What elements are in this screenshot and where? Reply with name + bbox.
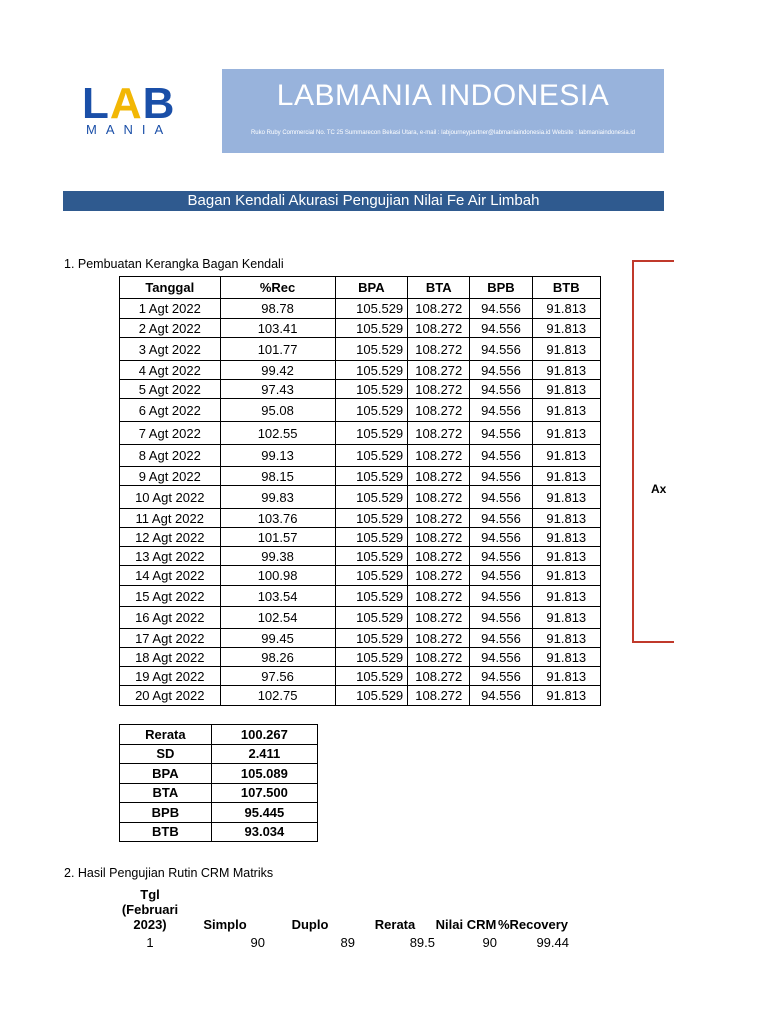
table-cell: 98.26: [220, 648, 335, 667]
table-cell: 99.44: [536, 934, 569, 950]
table-cell: 108.272: [408, 486, 470, 509]
table-cell: 94.556: [470, 566, 532, 586]
table-row: [120, 361, 601, 380]
table-row: [120, 467, 601, 486]
table-cell: 91.813: [532, 566, 600, 586]
table-cell: 105.529: [335, 380, 408, 399]
table-cell: 97.43: [220, 380, 335, 399]
table-cell: 99.13: [220, 445, 335, 467]
column-header: %Recovery: [497, 917, 569, 932]
table-row: [120, 648, 601, 667]
section-2-title: 2. Hasil Pengujian Rutin CRM Matriks: [64, 866, 274, 880]
stat-label: BPB: [120, 803, 212, 823]
table-cell: 91.813: [532, 607, 600, 629]
column-header: Tanggal: [120, 277, 221, 299]
table-header-row: [120, 277, 601, 299]
table-cell: 94.556: [470, 648, 532, 667]
table-cell: 15 Agt 2022: [120, 586, 221, 607]
table-cell: 105.529: [335, 667, 408, 686]
table-cell: 105.529: [335, 319, 408, 338]
table-cell: 108.272: [408, 607, 470, 629]
column-header: BPB: [470, 277, 532, 299]
table-cell: 91.813: [532, 338, 600, 361]
table-cell: 94.556: [470, 607, 532, 629]
table-cell: 94.556: [470, 528, 532, 547]
table-cell: 108.272: [408, 445, 470, 467]
table-cell: 91.813: [532, 299, 600, 319]
table-cell: 102.55: [220, 422, 335, 445]
table-cell: 108.272: [408, 686, 470, 706]
table-row: [115, 932, 569, 952]
table-row: [120, 486, 601, 509]
table-cell: 91.813: [532, 686, 600, 706]
stat-value: 93.034: [211, 822, 317, 842]
table-cell: 105.529: [335, 422, 408, 445]
column-header: %Rec: [220, 277, 335, 299]
table-cell: 7 Agt 2022: [120, 422, 221, 445]
table-cell: 94.556: [470, 486, 532, 509]
table-cell: 94.556: [470, 445, 532, 467]
statistics-table: [119, 724, 318, 842]
table-cell: 91.813: [532, 586, 600, 607]
table-cell: 1: [146, 934, 154, 950]
section-1-title: 1. Pembuatan Kerangka Bagan Kendali: [64, 257, 284, 271]
labmania-logo: [82, 80, 182, 140]
table-cell: 105.529: [335, 566, 408, 586]
table-cell: 13 Agt 2022: [120, 547, 221, 566]
logo-lab-text: LAB: [82, 79, 176, 128]
stat-label: SD: [120, 744, 212, 764]
stat-label: BTB: [120, 822, 212, 842]
table-cell: 105.529: [335, 361, 408, 380]
table-cell: 103.41: [220, 319, 335, 338]
table-cell: 94.556: [470, 667, 532, 686]
column-header: Nilai CRM: [435, 917, 497, 932]
table-cell: 103.76: [220, 509, 335, 528]
table-cell: 105.529: [335, 528, 408, 547]
table-cell: 105.529: [335, 607, 408, 629]
stats-row: [120, 822, 318, 842]
table-cell: 108.272: [408, 467, 470, 486]
table-cell: 94.556: [470, 686, 532, 706]
table-cell: 102.75: [220, 686, 335, 706]
table-cell: 108.272: [408, 528, 470, 547]
table-cell: 94.556: [470, 299, 532, 319]
table-cell: 91.813: [532, 547, 600, 566]
table-row: [120, 667, 601, 686]
document-title-banner: Bagan Kendali Akurasi Pengujian Nilai Fe Air Limbah: [63, 191, 664, 211]
table-cell: 105.529: [335, 486, 408, 509]
table-header-row: [115, 887, 569, 932]
table-cell: 91.813: [532, 319, 600, 338]
table-cell: 108.272: [408, 667, 470, 686]
table-cell: 108.272: [408, 338, 470, 361]
table-row: [120, 380, 601, 399]
stat-value: 105.089: [211, 764, 317, 784]
table-cell: 12 Agt 2022: [120, 528, 221, 547]
table-cell: 108.272: [408, 422, 470, 445]
table-cell: 16 Agt 2022: [120, 607, 221, 629]
table-row: [120, 399, 601, 422]
company-header: [222, 69, 664, 153]
table-cell: 90: [250, 934, 265, 950]
table-cell: 99.83: [220, 486, 335, 509]
table-cell: 98.78: [220, 299, 335, 319]
chart-frame: [632, 260, 674, 643]
table-row: [120, 607, 601, 629]
table-row: [120, 422, 601, 445]
table-cell: 101.57: [220, 528, 335, 547]
table-cell: 105.529: [335, 586, 408, 607]
table-cell: 3 Agt 2022: [120, 338, 221, 361]
table-cell: 105.529: [335, 299, 408, 319]
table-cell: 99.45: [220, 629, 335, 648]
table-cell: 105.529: [335, 629, 408, 648]
table-cell: 108.272: [408, 509, 470, 528]
table-cell: 91.813: [532, 648, 600, 667]
table-cell: 99.42: [220, 361, 335, 380]
table-cell: 91.813: [532, 486, 600, 509]
table-cell: 19 Agt 2022: [120, 667, 221, 686]
table-row: [120, 586, 601, 607]
table-cell: 8 Agt 2022: [120, 445, 221, 467]
table-cell: 108.272: [408, 547, 470, 566]
table-cell: 91.813: [532, 380, 600, 399]
table-cell: 94.556: [470, 338, 532, 361]
table-row: [120, 686, 601, 706]
table-row: [120, 338, 601, 361]
column-header: BTB: [532, 277, 600, 299]
stat-label: Rerata: [120, 725, 212, 745]
table-cell: 94.556: [470, 399, 532, 422]
table-cell: 11 Agt 2022: [120, 509, 221, 528]
control-chart-table: [119, 276, 601, 706]
stats-row: [120, 725, 318, 745]
company-address: Ruko Ruby Commercial No. TC 25 Summarecon Bekasi Utara, e-mail : labjourneypartner@labmaniaindonesia.id Website : labmaniaindonesia.id: [250, 130, 636, 136]
stat-value: 2.411: [211, 744, 317, 764]
table-cell: 91.813: [532, 667, 600, 686]
table-cell: 91.813: [532, 361, 600, 380]
table-cell: 18 Agt 2022: [120, 648, 221, 667]
stat-label: BPA: [120, 764, 212, 784]
table-cell: 105.529: [335, 467, 408, 486]
logo-mania-text: MANIA: [86, 122, 173, 137]
table-cell: 90: [482, 934, 497, 950]
stat-value: 107.500: [211, 783, 317, 803]
column-header: Tgl (Februari 2023): [121, 887, 179, 932]
table-cell: 101.77: [220, 338, 335, 361]
table-row: [120, 445, 601, 467]
table-row: [120, 528, 601, 547]
table-row: [120, 547, 601, 566]
table-cell: 10 Agt 2022: [120, 486, 221, 509]
table-row: [120, 509, 601, 528]
table-cell: 105.529: [335, 547, 408, 566]
table-cell: 94.556: [470, 422, 532, 445]
stats-row: [120, 764, 318, 784]
table-cell: 108.272: [408, 586, 470, 607]
column-header: BPA: [335, 277, 408, 299]
table-cell: 91.813: [532, 399, 600, 422]
table-cell: 105.529: [335, 338, 408, 361]
table-cell: 105.529: [335, 686, 408, 706]
table-cell: 20 Agt 2022: [120, 686, 221, 706]
column-header: Simplo: [203, 917, 247, 932]
stats-row: [120, 803, 318, 823]
table-cell: 100.98: [220, 566, 335, 586]
company-name: LABMANIA INDONESIA: [276, 79, 610, 112]
table-cell: 108.272: [408, 319, 470, 338]
table-row: [120, 299, 601, 319]
table-cell: 108.272: [408, 380, 470, 399]
table-cell: 94.556: [470, 467, 532, 486]
table-cell: 4 Agt 2022: [120, 361, 221, 380]
table-cell: 89.5: [409, 934, 435, 950]
column-header: Rerata: [374, 917, 416, 932]
table-cell: 94.556: [470, 629, 532, 648]
stat-value: 95.445: [211, 803, 317, 823]
table-cell: 105.529: [335, 648, 408, 667]
table-cell: 14 Agt 2022: [120, 566, 221, 586]
table-cell: 1 Agt 2022: [120, 299, 221, 319]
table-cell: 94.556: [470, 361, 532, 380]
table-row: [120, 566, 601, 586]
column-header: Duplo: [291, 917, 329, 932]
table-cell: 105.529: [335, 399, 408, 422]
table-cell: 17 Agt 2022: [120, 629, 221, 648]
stats-row: [120, 744, 318, 764]
table-cell: 9 Agt 2022: [120, 467, 221, 486]
table-cell: 91.813: [532, 509, 600, 528]
table-cell: 105.529: [335, 445, 408, 467]
table-cell: 108.272: [408, 566, 470, 586]
table-cell: 89: [340, 934, 355, 950]
table-row: [120, 629, 601, 648]
column-header: BTA: [408, 277, 470, 299]
stat-label: BTA: [120, 783, 212, 803]
table-cell: 94.556: [470, 319, 532, 338]
table-row: [120, 319, 601, 338]
chart-axis-label: Ax: [651, 482, 667, 496]
table-cell: 108.272: [408, 399, 470, 422]
table-cell: 91.813: [532, 629, 600, 648]
table-cell: 94.556: [470, 509, 532, 528]
table-cell: 94.556: [470, 547, 532, 566]
table-cell: 5 Agt 2022: [120, 380, 221, 399]
crm-results-table: [115, 887, 569, 952]
table-cell: 91.813: [532, 467, 600, 486]
table-cell: 94.556: [470, 380, 532, 399]
table-cell: 98.15: [220, 467, 335, 486]
table-cell: 108.272: [408, 629, 470, 648]
table-cell: 2 Agt 2022: [120, 319, 221, 338]
table-cell: 103.54: [220, 586, 335, 607]
stat-value: 100.267: [211, 725, 317, 745]
table-cell: 94.556: [470, 586, 532, 607]
table-cell: 97.56: [220, 667, 335, 686]
table-cell: 91.813: [532, 528, 600, 547]
table-cell: 91.813: [532, 445, 600, 467]
table-cell: 108.272: [408, 361, 470, 380]
table-cell: 102.54: [220, 607, 335, 629]
table-cell: 99.38: [220, 547, 335, 566]
table-cell: 105.529: [335, 509, 408, 528]
table-cell: 95.08: [220, 399, 335, 422]
table-cell: 91.813: [532, 422, 600, 445]
table-cell: 6 Agt 2022: [120, 399, 221, 422]
stats-row: [120, 783, 318, 803]
table-cell: 108.272: [408, 299, 470, 319]
table-cell: 108.272: [408, 648, 470, 667]
